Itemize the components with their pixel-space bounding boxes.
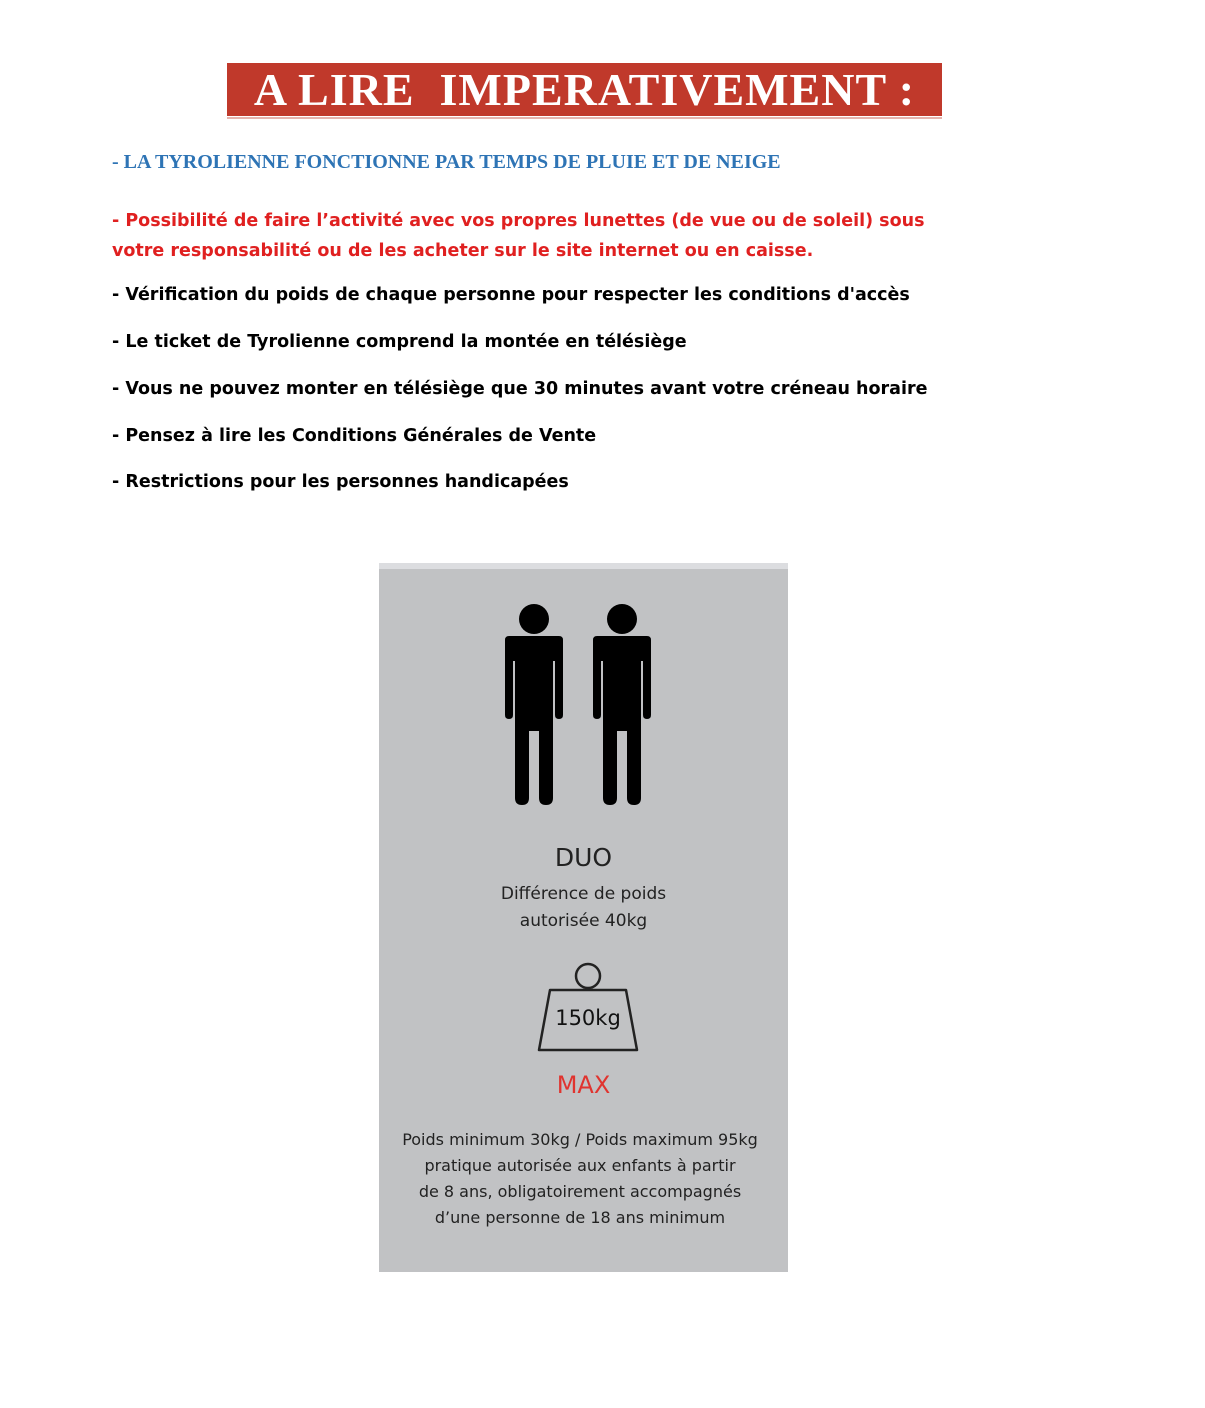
- page-title: A LIRE IMPERATIVEMENT :: [227, 63, 942, 116]
- title-underline: [227, 117, 942, 119]
- weight-difference-text: [379, 881, 788, 935]
- age-weight-conditions: [397, 1127, 763, 1231]
- two-persons-icon: [497, 603, 667, 809]
- max-label: MAX: [556, 1071, 611, 1099]
- weight-difference-line-1: Différence de poids: [500, 884, 667, 904]
- conditions-line-3: de 8 ans, obligatoirement accompagnés: [418, 1182, 742, 1201]
- conditions-line-2: pratique autorisée aux enfants à partir: [424, 1156, 736, 1175]
- weight-icon: [536, 962, 640, 1054]
- rule-terms-of-sale: - Pensez à lire les Conditions Générales de Vente: [112, 426, 597, 446]
- glasses-notice: - Possibilité de faire l’activité avec vos propres lunettes (de vue ou de soleil) sous votre responsabilité ou de les acheter sur le site internet ou en caisse.: [112, 211, 925, 261]
- weight-difference-line-2: autorisée 40kg: [519, 911, 648, 931]
- conditions-line-1: Poids minimum 30kg / Poids maximum 95kg: [402, 1130, 758, 1149]
- weight-value: 150kg: [555, 1006, 621, 1030]
- conditions-line-4: d’une personne de 18 ans minimum: [434, 1208, 726, 1227]
- duo-info-card: [379, 563, 788, 1272]
- rule-chairlift-timing: - Vous ne pouvez monter en télésiège que 30 minutes avant votre créneau horaire: [112, 379, 928, 399]
- duo-label: DUO: [554, 843, 613, 872]
- weather-notice: - LA TYROLIENNE FONCTIONNE PAR TEMPS DE PLUIE ET DE NEIGE: [112, 151, 781, 173]
- rule-ticket-chairlift: - Le ticket de Tyrolienne comprend la montée en télésiège: [112, 332, 687, 352]
- rule-weight-check: - Vérification du poids de chaque personne pour respecter les conditions d'accès: [112, 285, 910, 305]
- rule-disability-restrictions: - Restrictions pour les personnes handicapées: [112, 472, 569, 492]
